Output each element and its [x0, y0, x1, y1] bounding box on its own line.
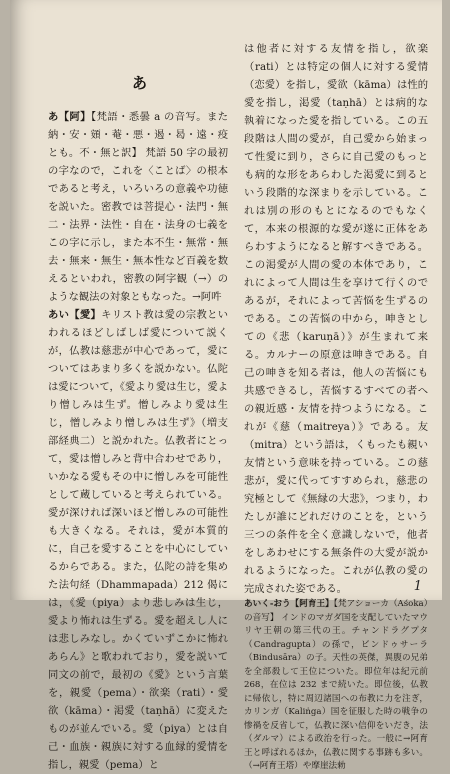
- entry-headword: あいく-おう【阿育王】: [244, 599, 334, 609]
- entry-headword: あい【愛】: [48, 309, 102, 321]
- page-number: 1: [413, 579, 422, 594]
- entry-text: キリスト教は愛の宗教といわれるほどしばしば愛について説くが，仏教は慈悲が中心であって，愛についてはあまり多くを説かない。仏陀は愛について，《愛より愛は生じ，愛より憎しみは生ず。憎しみより愛は生じ，憎しみより憎しみは生ず》（増支部経典二）と説かれた。仏教者にとって，愛は憎しみと背中合わせであり，いかなる愛もその中に憎しみを可能性として蔵していると考えられている。愛が深ければ深いほど憎しみの可能性も大きくなる。それは，愛が本質的に，自己を愛することを中心にしているからである。また，仏陀の詩を集めた法句経（Dhammapada）212 偈には，《愛（piya）より悲しみは生じ，愛より怖れは生ずる。愛を超えし人には悲しみなし。かくていずこかに怖れあらん》と歌われており，愛を説いて同文の前で，最初の《愛》という言葉を，親愛（pema）・欲楽（rati）・愛欲（kāma）・渇愛（taṇhā）に変えたものが並んでいる。愛（piya）とは自己・血族・親族に対する血縁的愛情を指し，親愛（pema）と: [48, 309, 229, 771]
- entry-text: 【梵アショーカ（Aśoka）の音写】 インドのマガダ国を支配していたマウリヤ王朝の第三代の王。チャンドラグプタ（Candragupta）の孫で，ビンドゥサーラ（Bindusāra）の子。天性の英傑，異腹の兄弟を全部殺して王位についた。即位年は紀元前 268，在位は 232 まで続いた。即位後，仏教に帰依し，特に周辺諸国への布教に力を注ぎ，カリンガ（Kaliṅga）国を征服した時の戦争の惨禍を反省して，仏教に深い信仰をいだき，法（ダルマ）による政治を行った。一般に→阿育王と呼ばれるほか，仏教に関する事跡も多い。（→阿育王塔）や摩崖法勅: [244, 599, 428, 771]
- entry-a: [48, 108, 228, 306]
- entry-headword: あ【阿】: [48, 111, 91, 123]
- right-column: [244, 40, 428, 774]
- dictionary-page: [10, 0, 442, 771]
- entry-text: 【梵語・悉曇 a の音写。また 納・安・頞・菴・悪・遏・曷・遠・疫とも。不・無と訳】 梵語 50 字の最初の字なので，これを〈ことば〉の根本であると考え，いろいろの意義や功徳を説いた。密教では菩提心・法門・無二・法界・法性・自在・法身の七義をこの字に示し，また本不生・無常・無去・無来・無生・無本性など百義を数えるといわれ，密教の阿字観（→）のような観法の対象ともなった。→阿吽: [48, 111, 228, 303]
- entry-aiku-ou: [244, 598, 428, 774]
- entry-continuation: は他者に対する友情を指し，欲楽（rati）とは特定の個人に対する愛情（恋愛）を指し，愛欲（kāma）は性的愛を指し，渇愛（taṇhā）とは病的な執着になった愛を指している。この五段階は人間の愛が，自己愛から始まって性愛に到り，さらに自己愛のもっとも病的な形をあらわした渇愛に到るという段階的な深まりを示している。これは別の形のもとになるのでもなくて，本来の根源的な愛が遂に正体をあらわすようになると解すべきである。この渇愛が人間の愛の本体であり，これによって人間は生を享けて行くのであるが，それによって苦悩を生ずるのである。この苦悩の中から，呻きとしての《悲（karuṇā）》が生まれて来る。カルナーの原意は呻きである。自己の呻きを知る者は，他人の苦悩にも共感できるし，苦悩するすべての者への親近感・友情を持つようになる。これが《慈（maitreya）》である。友（mitra）という語は，くもったも親い友情という意味を持っている。この慈悲が，愛に代ってすすめられ，慈悲の究極として《無縁の大悲》，つまり，わたしが誰にどれだけのことを，という三つの条件を全く意識しないで，他者をしあわせにする無条件の大愛が説かれるようになった。これが仏教の愛の完成された姿である。: [244, 43, 428, 595]
- entry-ai: [48, 306, 228, 774]
- section-heading: あ: [132, 74, 148, 92]
- left-column: [48, 108, 228, 774]
